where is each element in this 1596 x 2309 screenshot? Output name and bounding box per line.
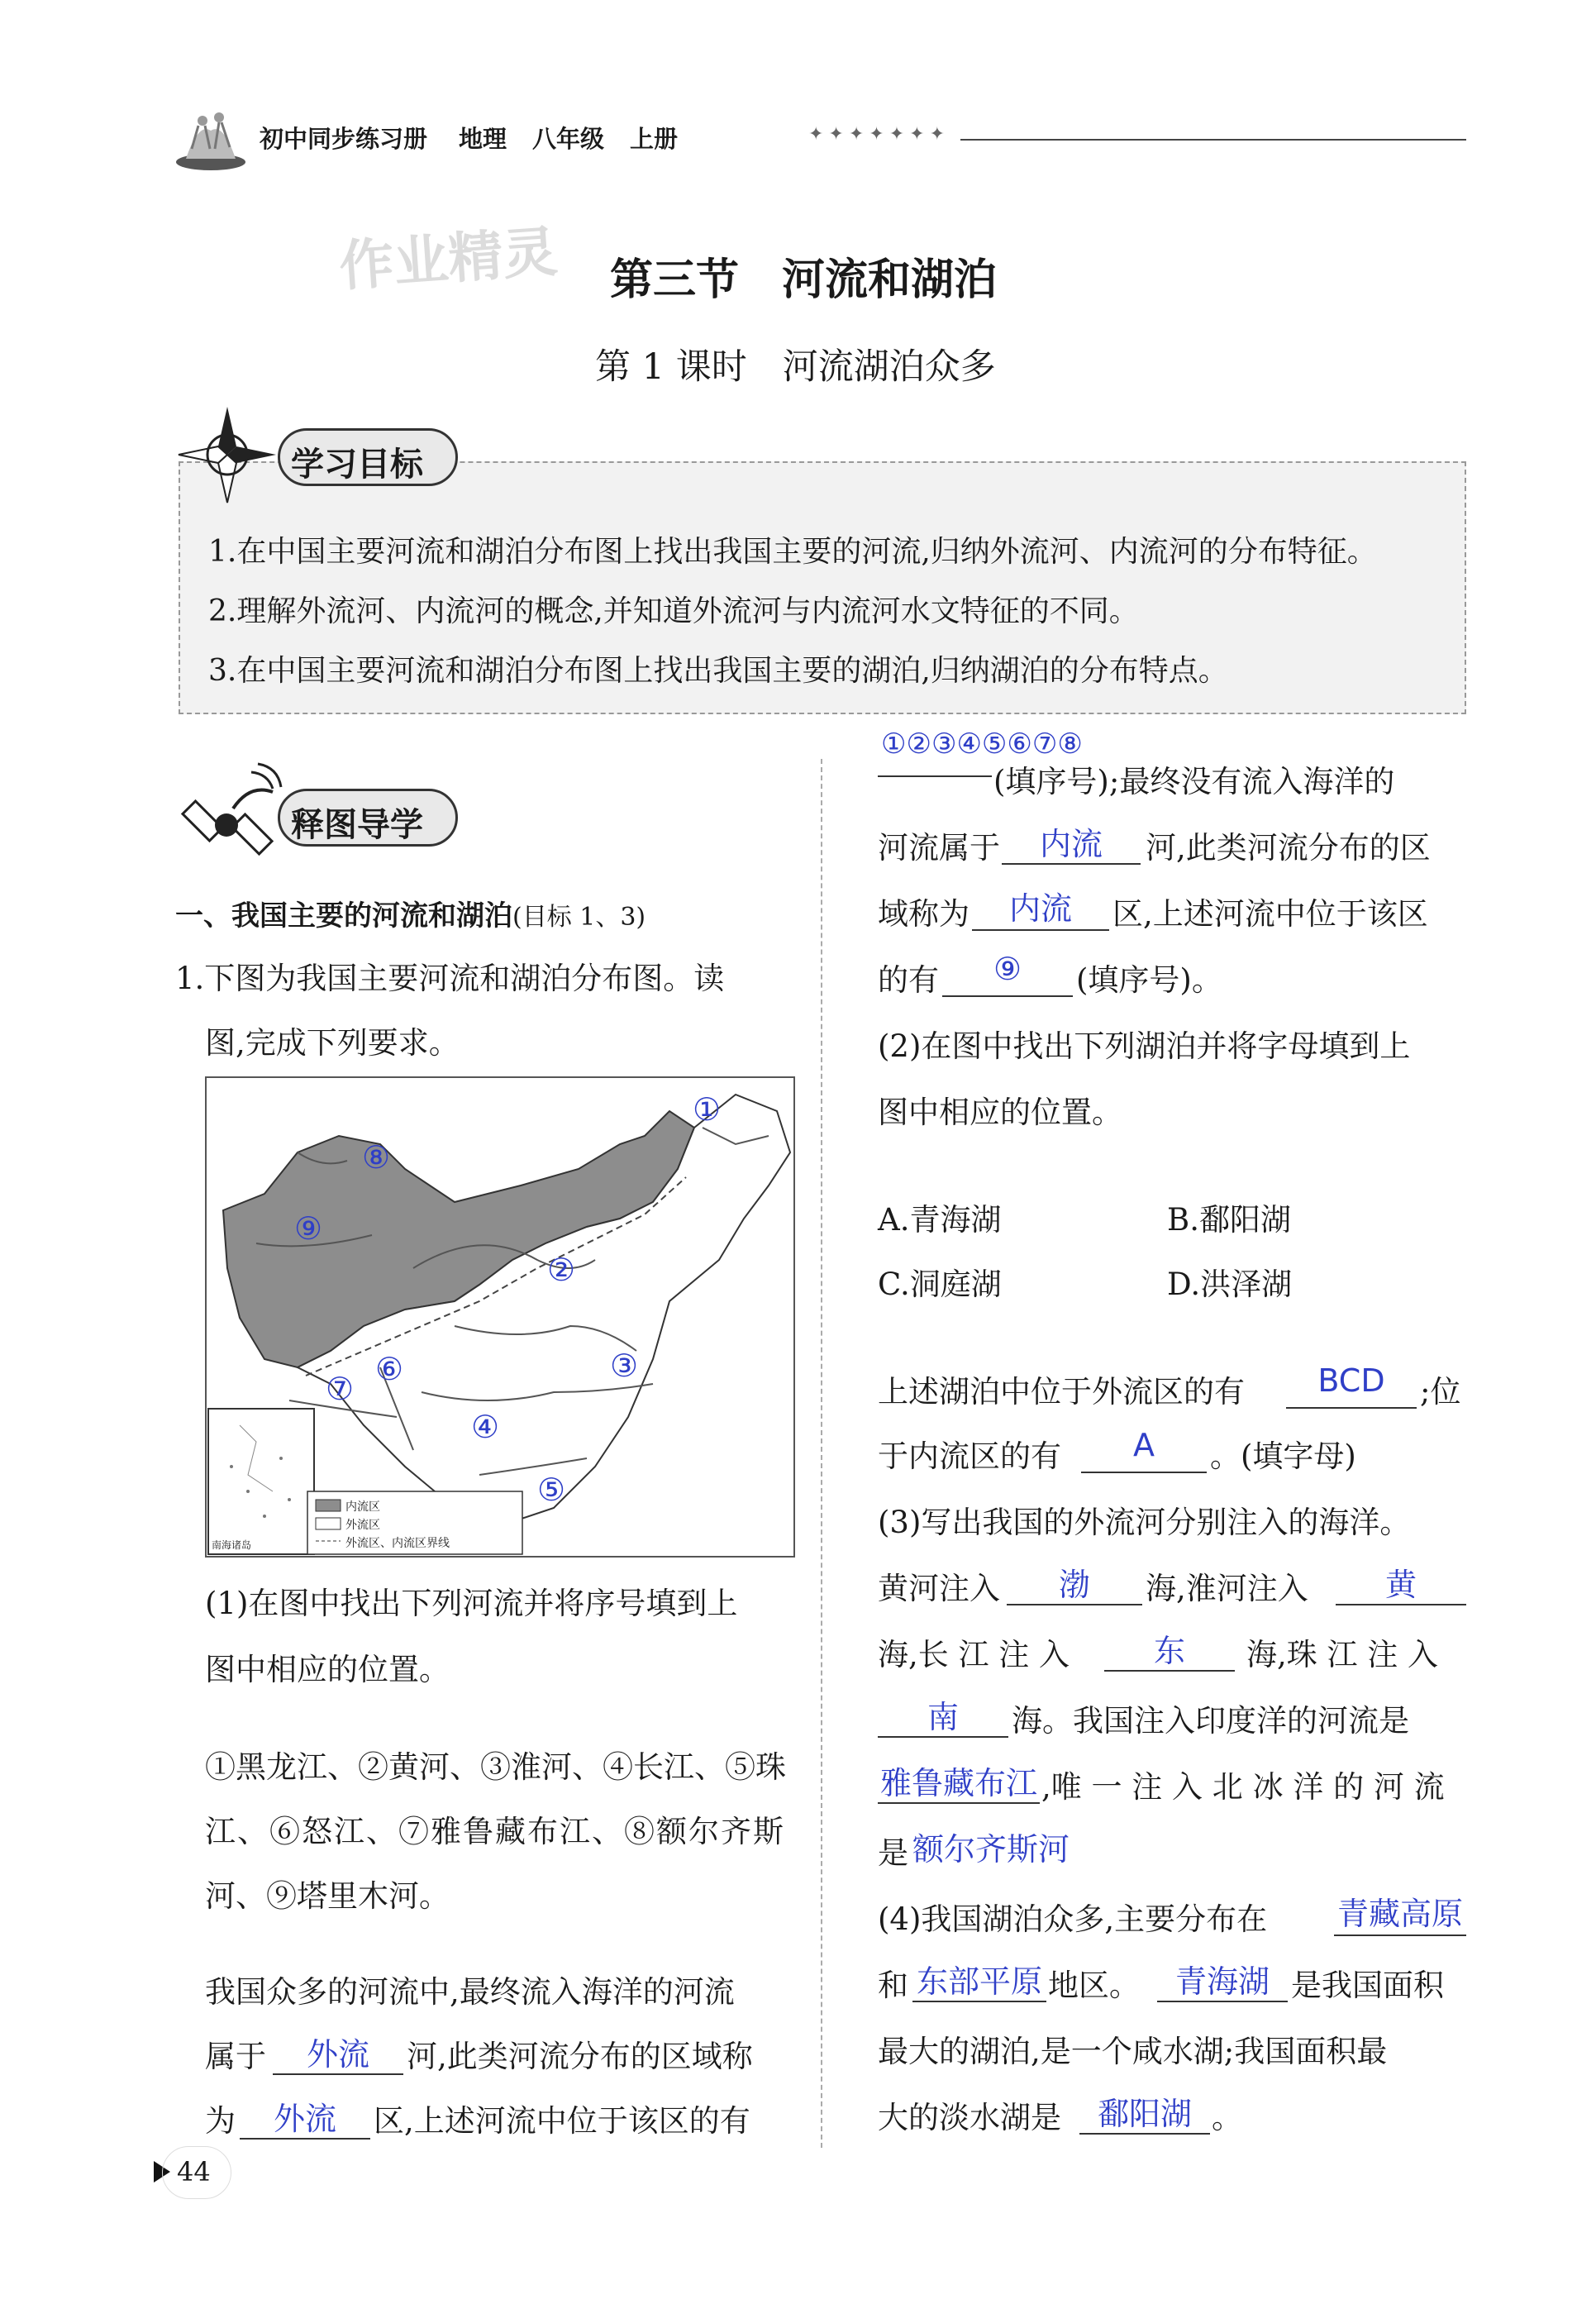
answer-indian-ocean-river[interactable]: 雅鲁藏布江 bbox=[878, 1758, 1040, 1804]
right-l5a: 上述湖泊中位于外流区的有 bbox=[878, 1374, 1245, 1410]
q1-line1: 1.下图为我国主要河流和湖泊分布图。读 bbox=[175, 961, 725, 996]
objective-item-3: 3.在中国主要河流和湖泊分布图上找出我国主要的湖泊,归纳湖泊的分布特点。 bbox=[208, 654, 1228, 688]
compass-icon bbox=[172, 405, 283, 504]
q3: (3)写出我国的外流河分别注入的海洋。 bbox=[878, 1505, 1411, 1540]
right-l8b: 海,珠 江 注 入 bbox=[1246, 1637, 1439, 1672]
part1-heading-text: 一、我国主要的河流和湖泊 bbox=[175, 899, 512, 933]
china-rivers-map bbox=[205, 1076, 795, 1558]
answer-outflow-rivers[interactable]: ①②③④⑤⑥⑦⑧ bbox=[881, 728, 1083, 761]
q2-line1: (2)在图中找出下列湖泊并将字母填到上 bbox=[878, 1028, 1411, 1064]
lake-option-d: D.洪泽湖 bbox=[1167, 1267, 1293, 1302]
objective-item-2: 2.理解外流河、内流河的概念,并知道外流河与内流河水文特征的不同。 bbox=[208, 594, 1139, 628]
right-l10b: ,唯 一 注 入 北 冰 洋 的 河 流 bbox=[1041, 1769, 1445, 1805]
right-l13b: 地区。 bbox=[1048, 1968, 1140, 2003]
legend-boundary: 外流区、内流区界线 bbox=[345, 1537, 450, 1550]
page-number: 44 bbox=[177, 2156, 211, 2187]
right-l8a: 海,长 江 注 入 bbox=[878, 1637, 1070, 1672]
answer-largest-freshwater[interactable]: 鄱阳湖 bbox=[1079, 2088, 1210, 2135]
answer-outflow-lakes[interactable]: BCD bbox=[1286, 1362, 1417, 1409]
right-l3b: 区,上述河流中位于该区 bbox=[1112, 896, 1428, 932]
answer-lake-area2[interactable]: 东部平原 bbox=[912, 1956, 1046, 2002]
map-label-9: ⑨ bbox=[294, 1210, 323, 1247]
rivers-line3: 河、⑨塔里木河。 bbox=[205, 1878, 450, 1914]
right-l14: 最大的湖泊,是一个咸水湖;我国面积最 bbox=[878, 2034, 1388, 2069]
header-subject: 地理 bbox=[459, 125, 507, 153]
left-p2a: 属于 bbox=[205, 2039, 266, 2074]
lake-option-c: C.洞庭湖 bbox=[878, 1267, 1002, 1302]
header-logo bbox=[174, 98, 248, 172]
header-rule bbox=[960, 139, 1466, 141]
map-label-4: ④ bbox=[471, 1409, 500, 1445]
satellite-icon bbox=[175, 759, 283, 866]
part1-heading bbox=[175, 899, 646, 934]
guide-label: 释图导学 bbox=[291, 806, 423, 844]
objective-item-1: 1.在中国主要河流和湖泊分布图上找出我国主要的河流,归纳外流河、内流河的分布特征。 bbox=[208, 535, 1377, 569]
lesson-title: 第 1 课时 河流湖泊众多 bbox=[595, 346, 996, 388]
legend-outflow: 外流区 bbox=[345, 1519, 380, 1532]
answer-outflow-region[interactable]: 外流 bbox=[240, 2093, 370, 2140]
answer-arctic-river[interactable]: 额尔齐斯河 bbox=[912, 1831, 1070, 1868]
right-l6b: 。(填字母) bbox=[1210, 1438, 1356, 1474]
right-l13a: 和 bbox=[878, 1968, 908, 2003]
part1-heading-note: (目标 1、3) bbox=[512, 903, 646, 932]
q1-1-line1: (1)在图中找出下列河流并将序号填到上 bbox=[205, 1586, 738, 1621]
right-l1b: (填序号);最终没有流入海洋的 bbox=[993, 764, 1395, 799]
answer-inland-rivers[interactable]: ⑨ bbox=[942, 951, 1073, 997]
answer-huaihe-sea[interactable]: 黄 bbox=[1336, 1559, 1466, 1605]
inset-label: 南海诸岛 bbox=[212, 1539, 252, 1551]
right-l11a: 是 bbox=[878, 1835, 908, 1871]
right-l5b: ;位 bbox=[1420, 1374, 1461, 1410]
objectives-label: 学习目标 bbox=[291, 446, 423, 484]
rivers-line1: ①黑龙江、②黄河、③淮河、④长江、⑤珠 bbox=[205, 1749, 786, 1785]
right-l15a: 大的淡水湖是 bbox=[878, 2100, 1061, 2135]
q1-line2: 图,完成下列要求。 bbox=[205, 1025, 460, 1061]
right-l15b: 。 bbox=[1212, 2100, 1242, 2135]
right-l7a: 黄河注入 bbox=[878, 1571, 1000, 1606]
blank-outflow-rivers bbox=[878, 774, 992, 777]
header-book-title: 初中同步练习册 bbox=[260, 125, 428, 153]
answer-outflow-river-type[interactable]: 外流 bbox=[273, 2029, 403, 2075]
right-l13c: 是我国面积 bbox=[1291, 1968, 1444, 2003]
right-l3a: 域称为 bbox=[878, 896, 970, 932]
answer-changjiang-sea[interactable]: 东 bbox=[1104, 1625, 1235, 1672]
right-l12a: (4)我国湖泊众多,主要分布在 bbox=[878, 1901, 1268, 1937]
header-volume: 上册 bbox=[630, 125, 679, 153]
map-label-3: ③ bbox=[610, 1348, 639, 1384]
lake-option-b: B.鄱阳湖 bbox=[1167, 1202, 1291, 1238]
right-l2b: 河,此类河流分布的区 bbox=[1146, 830, 1431, 866]
right-l9b: 海。我国注入印度洋的河流是 bbox=[1012, 1703, 1409, 1739]
q1-1-line2: 图中相应的位置。 bbox=[205, 1652, 450, 1687]
right-l6a: 于内流区的有 bbox=[878, 1438, 1061, 1474]
header-stars: ✦✦✦✦✦✦✦ bbox=[808, 124, 950, 145]
header-grade: 八年级 bbox=[532, 125, 605, 153]
map-label-7: ⑦ bbox=[326, 1371, 355, 1407]
legend-inland: 内流区 bbox=[345, 1500, 380, 1514]
column-divider bbox=[821, 759, 822, 2148]
map-label-2: ② bbox=[547, 1252, 576, 1288]
lake-option-a: A.青海湖 bbox=[878, 1202, 1002, 1238]
right-l2a: 河流属于 bbox=[878, 830, 1000, 866]
right-l4a: 的有 bbox=[878, 962, 939, 998]
right-l7b: 海,淮河注入 bbox=[1146, 1571, 1308, 1606]
answer-inland-region[interactable]: 内流 bbox=[972, 883, 1109, 931]
map-label-6: ⑥ bbox=[375, 1351, 404, 1387]
answer-zhujiang-sea[interactable]: 南 bbox=[878, 1691, 1008, 1738]
answer-inland-river-type[interactable]: 内流 bbox=[1002, 818, 1141, 865]
left-p2b: 河,此类河流分布的区域称 bbox=[407, 2039, 753, 2074]
map-label-1: ① bbox=[693, 1091, 722, 1128]
watermark: 作业精灵 bbox=[337, 219, 560, 299]
section-title: 第三节 河流和湖泊 bbox=[610, 255, 998, 305]
map-label-5: ⑤ bbox=[537, 1472, 566, 1508]
left-p3a: 为 bbox=[205, 2103, 236, 2139]
answer-lake-area1[interactable]: 青藏高原 bbox=[1334, 1888, 1466, 1936]
q2-line2: 图中相应的位置。 bbox=[878, 1095, 1122, 1130]
answer-inland-lakes[interactable]: A bbox=[1081, 1427, 1207, 1473]
rivers-line2: 江、⑥怒江、⑦雅鲁藏布江、⑧额尔齐斯 bbox=[205, 1814, 785, 1849]
right-l4b: (填序号)。 bbox=[1076, 962, 1222, 998]
answer-huanghe-sea[interactable]: 渤 bbox=[1007, 1559, 1142, 1605]
map-label-8: ⑧ bbox=[362, 1139, 391, 1176]
left-p3b: 区,上述河流中位于该区的有 bbox=[374, 2103, 750, 2139]
left-p1: 我国众多的河流中,最终流入海洋的河流 bbox=[205, 1974, 735, 2010]
answer-largest-lake[interactable]: 青海湖 bbox=[1157, 1956, 1288, 2002]
